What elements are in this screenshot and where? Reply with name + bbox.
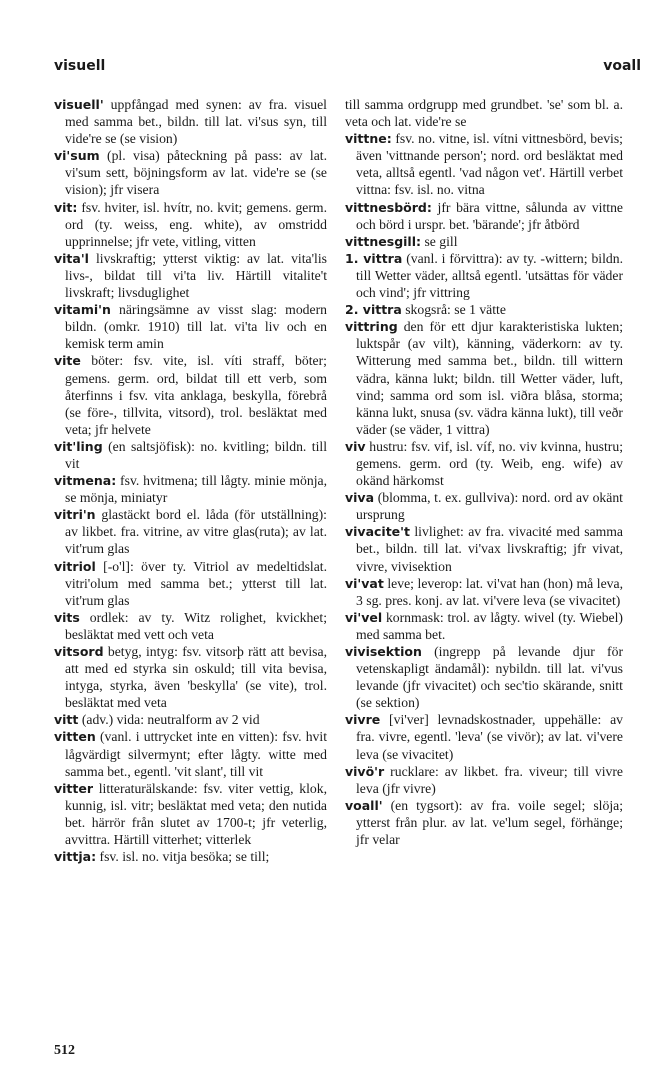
entry-headword: vivacite't [345, 524, 410, 540]
entry-headword: vi'vel [345, 609, 383, 625]
entry-headword: visuell' [54, 97, 104, 112]
entry-headword: vitriol [54, 558, 96, 574]
dictionary-entry [54, 301, 327, 352]
dictionary-entry [345, 609, 623, 643]
entry-headword: vittne: [345, 131, 392, 147]
dictionary-entry [54, 558, 327, 609]
entry-headword: vit'ling [54, 438, 103, 454]
dictionary-entry [345, 96, 623, 130]
entry-definition: böter: fsv. vite, isl. víti straff, böter; gemens. germ. ord, bildat till ett verb, som återfinns i fsv. vita anklaga, beskylla, förebrå (se före-, tillvita, vitsord), trol. besläktat med veta; jfr helvete [65, 353, 327, 437]
entry-definition: uppfångad med synen: av fra. visuel med samma bet., bildn. till lat. vi'sus syn, till vide're se (se vision) [65, 97, 327, 147]
dictionary-entry [54, 848, 327, 865]
entry-definition: livskraftig; ytterst viktig: av lat. vita'lis livs-, bildat till vi'ta liv. Härtill vitalite't livskraft; livsduglighet [65, 250, 327, 301]
entry-headword: vitter [54, 780, 94, 796]
entry-definition: (adv.) vida: neutralform av 2 vid [78, 712, 260, 728]
entry-definition: betyg, intyg: fsv. vitsorþ rätt att bevisa, att med ed styrka sin oskuld; till vita bevisa, intyga, styrka, även 'beskylla' (se vite), trol. besläktat med veta [65, 644, 327, 711]
entry-headword: vitami'n [54, 302, 111, 318]
entry-definition: (ingrepp på levande djur för vetenskapligt ändamål): nybildn. till lat. vi'vus levande (jfr vivacitet) och sec'tio skärande, snitt (se sektion) [356, 644, 623, 711]
entry-headword: vi'sum [54, 148, 100, 164]
entry-headword: vitri'n [54, 507, 96, 523]
entry-headword: vivö'r [345, 763, 385, 779]
entry-headword: vittnesgill: [345, 233, 422, 249]
dictionary-entry [345, 711, 623, 762]
dictionary-entry [54, 711, 327, 728]
entry-headword: vite [54, 353, 81, 369]
entry-headword: vitmena: [54, 473, 117, 489]
dictionary-entry [54, 506, 327, 557]
dictionary-entry [54, 780, 327, 848]
dictionary-entry [345, 301, 623, 318]
dictionary-entry [345, 763, 623, 797]
dictionary-entry [54, 643, 327, 711]
dictionary-entry [345, 130, 623, 198]
entry-definition: den för ett djur karakteristiska lukten; luktspår (av vilt), känning, väderkorn: av ty. Witterung med samma bet., bildn. till wittern vädra, känna lukt; bildn. till Wetter väder, luft, vind; samma ord som isl. viðra blåsa, storma; känna lukt, snusa (sv. vädra känna lukt), till veðr väder (se väder, 1 vittra) [356, 319, 623, 437]
entry-definition: fsv. hvitmena; till lågty. minie mönja, se mönja, miniatyr [65, 473, 327, 506]
entry-definition: fsv. no. vitne, isl. vítni vittnesbörd, bevis; även 'vittnande person'; nord. ord besläktat med veta, alltså egentl. 'vad någon vet'. Härtill verbet vittna: fsv. isl. no. vitna [356, 131, 623, 198]
page-header [0, 58, 664, 80]
entry-definition: (vanl. i uttrycket inte en vitten): fsv. hvit lågvärdigt silvermynt; efter lågty. witte med samma bet., egentl. 'vit slant', till vit [65, 729, 327, 779]
entry-headword: vitsord [54, 644, 104, 659]
dictionary-entry [54, 199, 327, 250]
entry-definition: glastäckt bord el. låda (för utställning): av likbet. fra. vitrine, av vitre glas(ruta); av lat. vit'rum glas [65, 507, 327, 557]
entry-definition: (en tygsort): av fra. voile segel; slöja; ytterst från plur. av lat. ve'lum segel, förhänge; jfr velar [356, 797, 623, 848]
entry-definition: leve; leverop: lat. vi'vat han (hon) må leva, 3 sg. pres. konj. av lat. vi'vere leva (se vivacitet) [356, 575, 623, 608]
running-head-right: voall [603, 58, 641, 74]
dictionary-entry [345, 575, 623, 609]
dictionary-entry [54, 609, 327, 643]
dictionary-entry [345, 489, 623, 523]
entry-headword: 1. vittra [345, 250, 403, 266]
entry-headword: vitten [54, 729, 96, 745]
entry-definition: [-o'l]: över ty. Vitriol av medeltidslat. vitri'olum med samma bet.; ytterst till lat. vit'rum glas [65, 558, 327, 608]
entry-headword: vita'l [54, 250, 89, 266]
dictionary-entry [345, 523, 623, 574]
entry-headword: viv [345, 438, 366, 454]
dictionary-entry [345, 797, 623, 848]
dictionary-entry [345, 438, 623, 489]
entry-headword: vittnesbörd: [345, 199, 432, 215]
dictionary-entry [345, 643, 623, 711]
entry-headword: 2. vittra [345, 302, 402, 318]
entry-definition: fsv. hviter, isl. hvítr, no. kvit; gemens. germ. ord (ty. weiss, eng. white), av omstridd upprinnelse; jfr vete, vitling, vitten [65, 199, 327, 249]
dictionary-entry [54, 147, 327, 198]
entry-definition: (pl. visa) påteckning på pass: av lat. vi'sum sett, böjningsform av lat. vide're se (se vision); jfr visera [65, 148, 327, 198]
entry-definition: kornmask: trol. av lågty. wivel (ty. Wiebel) med samma bet. [356, 609, 623, 642]
entry-definition: hustru: fsv. vif, isl. víf, no. viv kvinna, hustru; gemens. germ. ord (ty. Weib, eng. wife) av okänd härkomst [356, 438, 623, 489]
entry-headword: vivre [345, 712, 381, 728]
entry-definition: (blomma, t. ex. gullviva): nord. ord av okänt ursprung [356, 490, 623, 523]
entry-definition: jfr bära vittne, sålunda av vittne och börd i urspr. bet. 'bärande'; jfr åtbörd [356, 199, 623, 232]
entry-headword: vivisektion [345, 644, 422, 659]
entry-headword: vittring [345, 319, 398, 335]
entry-definition: rucklare: av likbet. fra. viveur; till vivre leva (jfr vivre) [356, 763, 623, 796]
dictionary-entry [54, 352, 327, 437]
dictionary-entry [54, 728, 327, 779]
entry-definition: se gill [421, 233, 458, 249]
entry-definition: näringsämne av visst slag: modern bildn. (omkr. 1910) till lat. vi'ta liv och en kemisk term amin [65, 302, 327, 352]
entry-definition: (en saltsjöfisk): no. kvitling; bildn. till vit [65, 438, 327, 471]
entry-definition: [vi'ver] levnadskostnader, uppehälle: av fra. vivre, egentl. 'leva' (se vivör); av lat. vi'vere leva (se vivacitet) [356, 712, 623, 762]
entry-definition: (vanl. i förvittra): av ty. -wittern; bildn. till Wetter väder, alltså egentl. 'utsättas för väder och vind'; jfr vittring [356, 250, 624, 301]
dictionary-entry [345, 233, 623, 250]
entry-headword: viva [345, 490, 375, 506]
entry-headword: vi'vat [345, 575, 384, 591]
right-column [345, 96, 623, 848]
entry-definition: fsv. isl. no. vitja besöka; se till; [96, 849, 270, 865]
page-number: 512 [54, 1043, 75, 1058]
dictionary-entry [54, 250, 327, 301]
dictionary-entry [54, 438, 327, 472]
entry-headword: vits [54, 609, 80, 625]
entry-definition: litteraturälskande: fsv. viter vettig, klok, kunnig, isl. vitr; besläktat med veta; den nutida bet. härrör från slutet av 1700-t; jfr veterlig, avvittra. Härtill vitterhet; vitterlek [65, 780, 327, 848]
running-head-left: visuell [54, 58, 106, 74]
dictionary-entry [54, 96, 327, 147]
entry-definition: livlighet: av fra. vivacité med samma bet., bildn. till lat. vi'vax livskraftig; jfr vivat, vivre, vivisektion [356, 524, 623, 574]
entry-definition: ordlek: av ty. Witz rolighet, kvickhet; besläktat med vett och veta [65, 609, 327, 642]
dictionary-entry [345, 199, 623, 233]
entry-headword: vittja: [54, 849, 97, 865]
entry-headword: vitt [54, 712, 79, 728]
dictionary-entry [345, 318, 623, 438]
dictionary-entry [345, 250, 623, 301]
entry-headword: voall' [345, 797, 383, 813]
left-column [54, 96, 327, 865]
dictionary-entry [54, 472, 327, 506]
entry-definition: skogsrå: se 1 vätte [401, 302, 506, 318]
entry-definition: till samma ordgrupp med grundbet. 'se' som bl. a. veta och lat. vide're se [345, 97, 623, 130]
entry-headword: vit: [54, 199, 78, 215]
